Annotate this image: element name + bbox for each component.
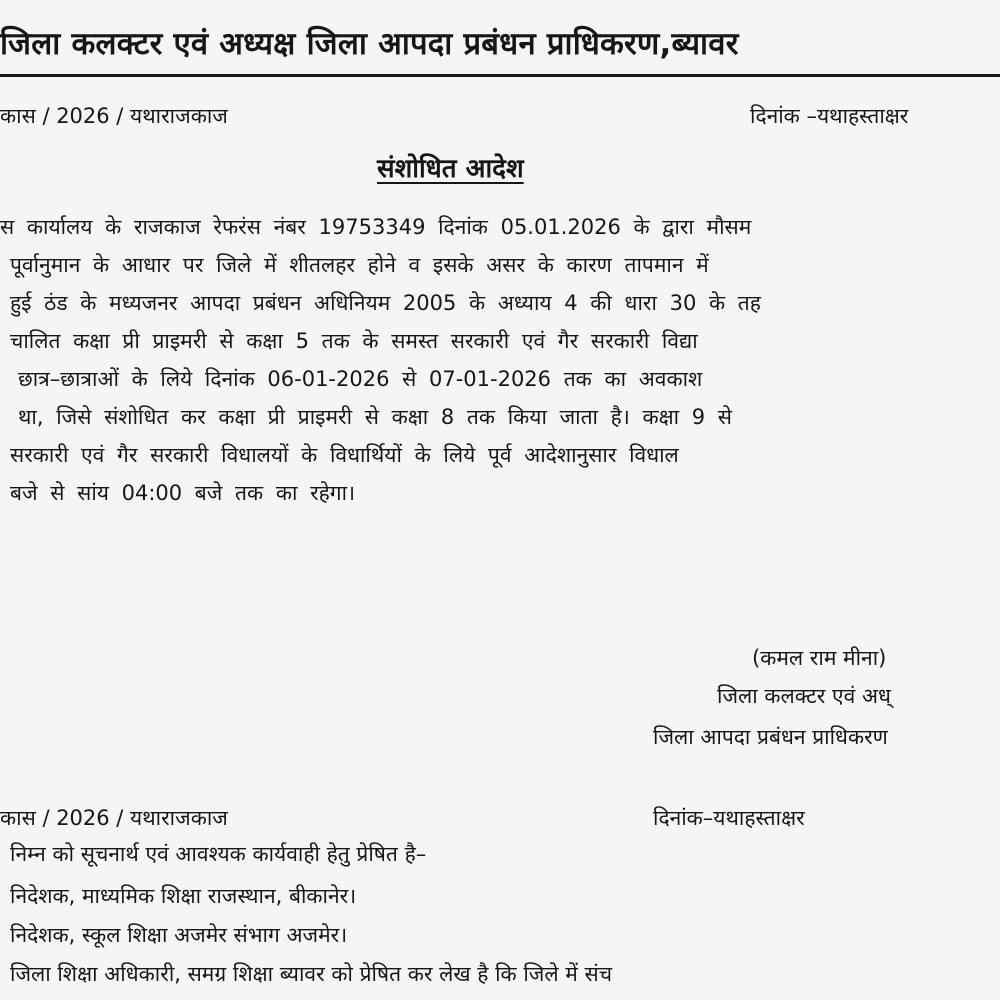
- recipient-item: निदेशक, माध्यमिक शिक्षा राजस्थान, बीकानेर।: [10, 884, 357, 908]
- paragraph-line: चालित कक्षा प्री प्राइमरी से कक्षा 5 तक के समस्त सरकारी एवं गैर सरकारी विद्या: [10, 329, 698, 353]
- paragraph-line: स कार्यालय के राजकाज रेफरंस नंबर 19753349 दिनांक 05.01.2026 के द्वारा मौसम: [0, 215, 752, 239]
- forwarding-reference-number: कास / 2026 / यथाराजकाज: [0, 806, 228, 830]
- reference-number: कास / 2026 / यथाराजकाज: [0, 104, 228, 128]
- header-rule: [0, 0, 1000, 77]
- recipient-item: जिला शिक्षा अधिकारी, समग्र शिक्षा ब्यावर को प्रेषित कर लेख है कि जिले में संच: [10, 962, 613, 986]
- paragraph-line: सरकारी एवं गैर सरकारी विधालयों के विधार्थियों के लिये पूर्व आदेशानुसार विधाल: [10, 443, 679, 467]
- reference-date: दिनांक –यथाहस्ताक्षर: [750, 104, 909, 128]
- paragraph-line: पूर्वानुमान के आधार पर जिले में शीतलहर होने व इसके असर के कारण तापमान में: [10, 253, 709, 277]
- signatory-designation-2: जिला आपदा प्रबंधन प्राधिकरण: [653, 725, 888, 749]
- recipient-item: निदेशक, स्कूल शिक्षा अजमेर संभाग अजमेर।: [10, 923, 348, 947]
- paragraph-line: था, जिसे संशोधित कर कक्षा प्री प्राइमरी से कक्षा 8 तक किया जाता है। कक्षा 9 से: [18, 405, 732, 429]
- signatory-name: (कमल राम मीना): [752, 646, 887, 670]
- office-header: जिला कलक्टर एवं अध्यक्ष जिला आपदा प्रबंधन प्राधिकरण,ब्यावर: [0, 26, 739, 62]
- forwarding-date: दिनांक–यथाहस्ताक्षर: [653, 806, 805, 830]
- paragraph-line: हुई ठंड के मध्यजनर आपदा प्रबंधन अधिनियम 2005 के अध्याय 4 की धारा 30 के तह: [10, 291, 761, 315]
- order-title: संशोधित आदेश: [377, 154, 524, 184]
- forwarding-intro: निम्न को सूचनार्थ एवं आवश्यक कार्यवाही हेतु प्रेषित है–: [10, 842, 427, 866]
- paragraph-line: बजे से सांय 04:00 बजे तक का रहेगा।: [10, 481, 356, 505]
- paragraph-line: छात्र–छात्राओं के लिये दिनांक 06-01-2026 से 07-01-2026 तक का अवकाश: [18, 367, 703, 391]
- signatory-designation-1: जिला कलक्टर एवं अध्: [717, 684, 891, 708]
